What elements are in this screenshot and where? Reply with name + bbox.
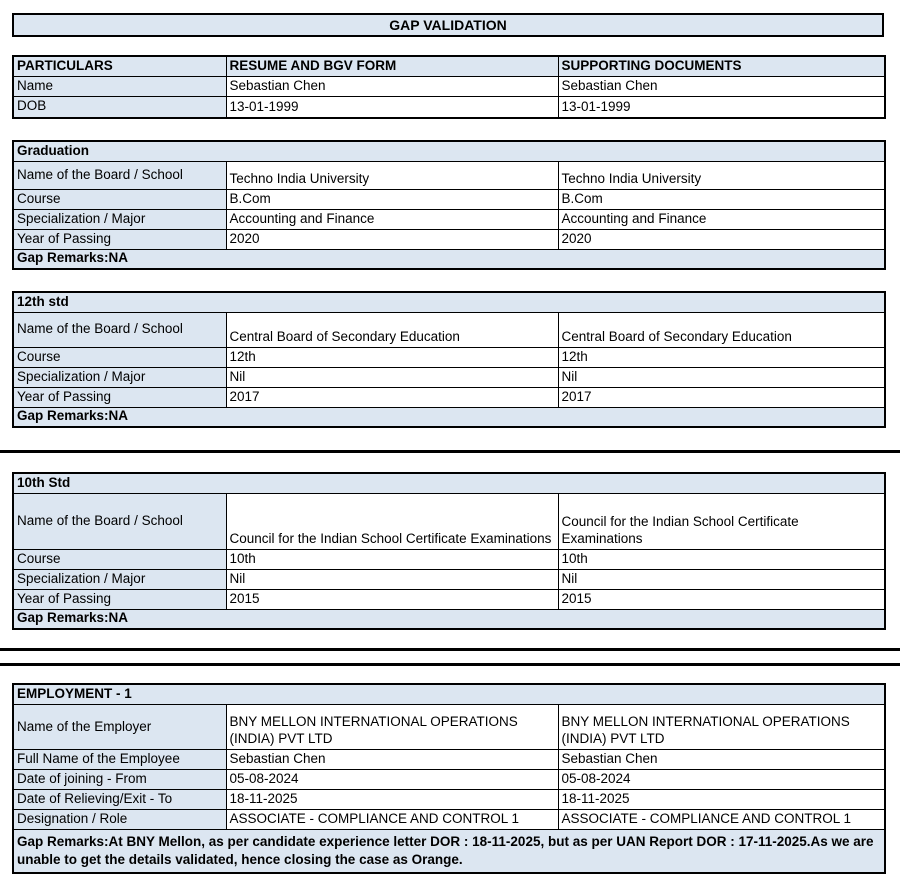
supporting-value: 05-08-2024 [558, 770, 885, 790]
table-row [13, 189, 885, 209]
particulars-table [12, 55, 886, 119]
resume-value: Accounting and Finance [226, 209, 558, 229]
table-row [13, 549, 885, 569]
table-row [13, 589, 885, 609]
table-row [13, 810, 885, 830]
table-row [13, 705, 885, 750]
row-label: Name of the Board / School [13, 493, 226, 549]
section-heading: 12th std [13, 292, 885, 313]
section-heading: EMPLOYMENT - 1 [13, 684, 885, 705]
resume-value: 05-08-2024 [226, 770, 558, 790]
row-label: Name of the Employer [13, 705, 226, 750]
row-label: Course [13, 549, 226, 569]
column-header-supporting: SUPPORTING DOCUMENTS [558, 56, 885, 77]
supporting-value: BNY MELLON INTERNATIONAL OPERATIONS (INDIA) PVT LTD [558, 705, 885, 750]
table-row [13, 229, 885, 249]
resume-value: 10th [226, 549, 558, 569]
resume-value: BNY MELLON INTERNATIONAL OPERATIONS (INDIA) PVT LTD [226, 705, 558, 750]
row-label: DOB [13, 97, 226, 118]
page-title: GAP VALIDATION [12, 13, 884, 37]
supporting-value: 18-11-2025 [558, 790, 885, 810]
section-heading: 10th Std [13, 473, 885, 494]
row-label: Name of the Board / School [13, 161, 226, 189]
supporting-value: B.Com [558, 189, 885, 209]
table-row [13, 770, 885, 790]
supporting-value: Nil [558, 367, 885, 387]
resume-value: 2020 [226, 229, 558, 249]
supporting-value: Techno India University [558, 161, 885, 189]
resume-value: ASSOCIATE - COMPLIANCE AND CONTROL 1 [226, 810, 558, 830]
gap-remarks: Gap Remarks:NA [13, 407, 885, 427]
row-label: Specialization / Major [13, 209, 226, 229]
gap-remarks: Gap Remarks:At BNY Mellon, as per candidate experience letter DOR : 18-11-2025, but as per UAN Report DOR : 17-11-2025.As we are unable to get the details validated, hence closing the case as Orange. [13, 830, 885, 873]
resume-value: B.Com [226, 189, 558, 209]
supporting-value: 2017 [558, 387, 885, 407]
supporting-value: Accounting and Finance [558, 209, 885, 229]
supporting-value: 2015 [558, 589, 885, 609]
resume-value: 13-01-1999 [226, 97, 558, 118]
supporting-value: 12th [558, 347, 885, 367]
section-divider [0, 648, 900, 651]
resume-value: Techno India University [226, 161, 558, 189]
supporting-value: 13-01-1999 [558, 97, 885, 118]
resume-value: Nil [226, 367, 558, 387]
row-label: Designation / Role [13, 810, 226, 830]
gap-remarks: Gap Remarks:NA [13, 249, 885, 269]
row-label: Course [13, 347, 226, 367]
supporting-value: Council for the Indian School Certificate Examinations [558, 493, 885, 549]
table-row [13, 367, 885, 387]
resume-value: Sebastian Chen [226, 77, 558, 97]
gap-remarks: Gap Remarks:NA [13, 609, 885, 629]
column-header-particulars: PARTICULARS [13, 56, 226, 77]
supporting-value: 10th [558, 549, 885, 569]
row-label: Name of the Board / School [13, 312, 226, 347]
section-table-10th-std [12, 472, 886, 631]
row-label: Full Name of the Employee [13, 750, 226, 770]
section-table-12th-std [12, 291, 886, 428]
table-row [13, 387, 885, 407]
resume-value: 2017 [226, 387, 558, 407]
row-label: Year of Passing [13, 589, 226, 609]
resume-value: 18-11-2025 [226, 790, 558, 810]
section-divider [0, 663, 900, 666]
row-label: Date of Relieving/Exit - To [13, 790, 226, 810]
table-row [13, 750, 885, 770]
supporting-value: 2020 [558, 229, 885, 249]
supporting-value: Sebastian Chen [558, 750, 885, 770]
table-row [13, 569, 885, 589]
resume-value: Sebastian Chen [226, 750, 558, 770]
supporting-value: ASSOCIATE - COMPLIANCE AND CONTROL 1 [558, 810, 885, 830]
row-label: Date of joining - From [13, 770, 226, 790]
resume-value: Central Board of Secondary Education [226, 312, 558, 347]
column-header-resume: RESUME AND BGV FORM [226, 56, 558, 77]
row-label: Year of Passing [13, 387, 226, 407]
table-row [13, 77, 885, 97]
table-row [13, 161, 885, 189]
resume-value: 2015 [226, 589, 558, 609]
supporting-value: Nil [558, 569, 885, 589]
table-row [13, 97, 885, 118]
section-divider [0, 450, 900, 453]
row-label: Specialization / Major [13, 367, 226, 387]
supporting-value: Central Board of Secondary Education [558, 312, 885, 347]
table-row [13, 312, 885, 347]
resume-value: Council for the Indian School Certificate Examinations [226, 493, 558, 549]
row-label: Specialization / Major [13, 569, 226, 589]
section-heading: Graduation [13, 141, 885, 162]
gap-validation-report [0, 13, 900, 894]
section-table-employment-1 [12, 683, 886, 874]
table-row [13, 209, 885, 229]
resume-value: 12th [226, 347, 558, 367]
supporting-value: Sebastian Chen [558, 77, 885, 97]
row-label: Name [13, 77, 226, 97]
table-row [13, 493, 885, 549]
row-label: Year of Passing [13, 229, 226, 249]
resume-value: Nil [226, 569, 558, 589]
table-row [13, 347, 885, 367]
table-row [13, 790, 885, 810]
section-table-graduation [12, 140, 886, 270]
row-label: Course [13, 189, 226, 209]
